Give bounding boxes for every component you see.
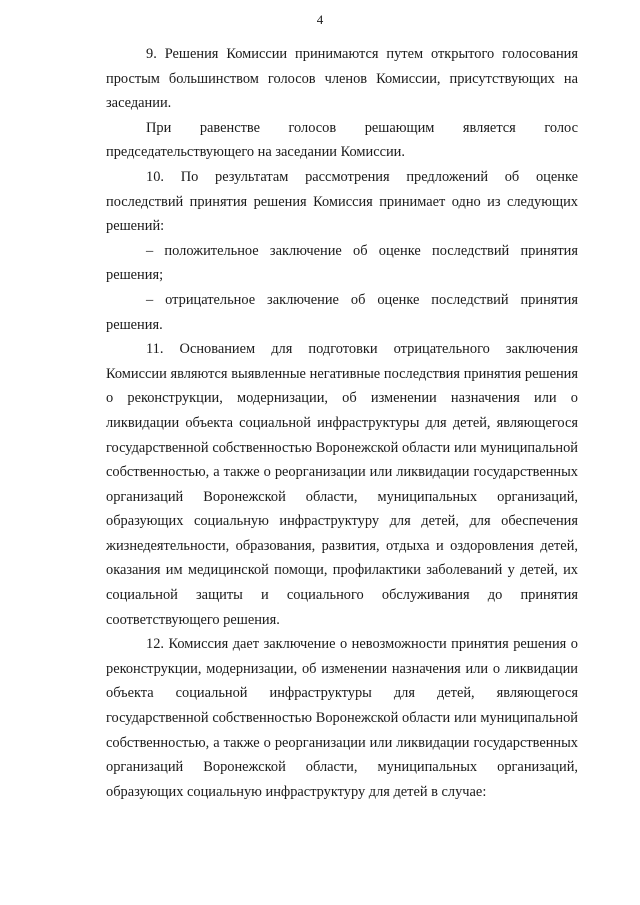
paragraph-10: 10. По результатам рассмотрения предложений об оценке последствий принятия решения Комиссия принимает одно из следующих решений: (106, 168, 578, 235)
paragraph-12: 12. Комиссия дает заключение о невозможности принятия решения о реконструкции, модернизации, об изменении назначения или о ликвидации объекта социальной инфраструктуры для детей, являющегося государственной собственностью Воронежской области или муниципальной собственностью, а также о реорганизации или ликвидации государственных организаций Воронежской области, муниципальных организаций, образующих социальную инфраструктуру для детей в случае: (106, 636, 578, 800)
list-item-negative-conclusion: – отрицательное заключение об оценке последствий принятия решения. (106, 291, 578, 333)
document-body (106, 42, 578, 804)
paragraph-9-tie-vote: При равенстве голосов решающим является голос председательствующего на заседании Комиссии. (106, 119, 578, 161)
paragraph-11: 11. Основанием для подготовки отрицательного заключения Комиссии являются выявленные негативные последствия принятия решения о реконструкции, модернизации, об изменении назначения или о ликвидации объекта социальной инфраструктуры для детей, являющегося государственной собственностью Воронежской области или муниципальной собственностью, а также о реорганизации или ликвидации государственных организаций Воронежской области, муниципальных организаций, образующих социальную инфраструктуру для детей, для обеспечения жизнедеятельности, образования, развития, отдыха и оздоровления детей, оказания им медицинской помощи, профилактики заболеваний у детей, их социальной защиты и социального обслуживания до принятия соответствующего решения. (106, 341, 578, 628)
list-item-positive-conclusion: – положительное заключение об оценке последствий принятия решения; (106, 242, 578, 284)
paragraph-9: 9. Решения Комиссии принимаются путем открытого голосования простым большинством голосов членов Комиссии, присутствующих на заседании. (106, 46, 578, 112)
page-number: 4 (316, 12, 324, 27)
